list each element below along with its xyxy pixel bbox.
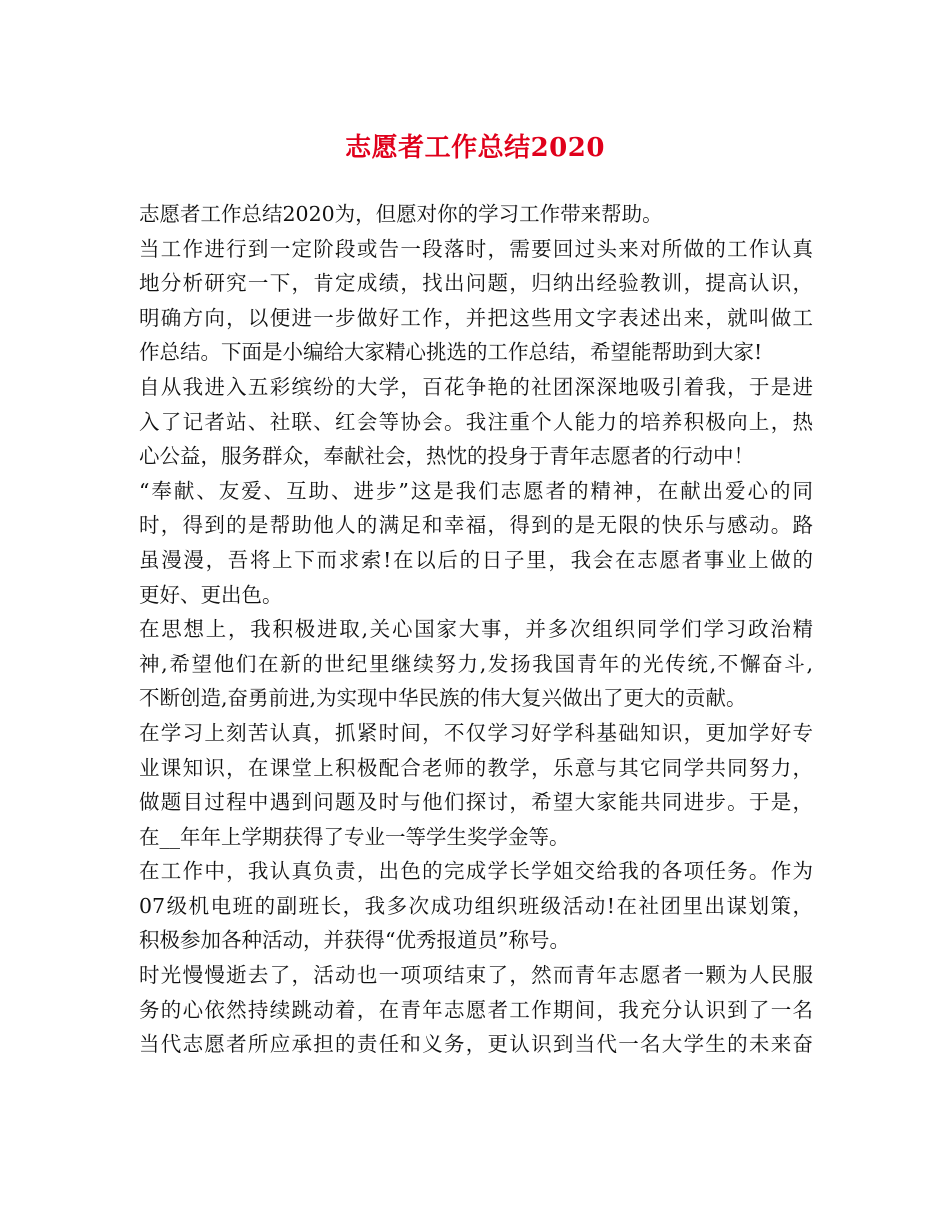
text-line: 在思想上，我积极进取,关心国家大事，并多次组织同学们学习政治精 — [139, 617, 813, 642]
text-line: 时，得到的是帮助他人的满足和幸福，得到的是无限的快乐与感动。路 — [139, 513, 813, 538]
text-line: 地分析研究一下，肯定成绩，找出问题，归纳出经验教训，提高认识， — [139, 271, 813, 296]
text-line: 做题目过程中遇到问题及时与他们探讨，希望大家能共同进步。于是， — [139, 790, 813, 815]
text-line: 自从我进入五彩缤纷的大学，百花争艳的社团深深地吸引着我，于是进 — [139, 374, 813, 399]
text-line: 业课知识，在课堂上积极配合老师的教学，乐意与其它同学共同努力， — [139, 755, 813, 780]
text-line: 在__年年上学期获得了专业一等学生奖学金等。 — [139, 824, 570, 849]
text-line: 当代志愿者所应承担的责任和义务，更认识到当代一名大学生的未来奋 — [139, 1032, 813, 1057]
text-line: 入了记者站、社联、红会等协会。我注重个人能力的培养积极向上，热 — [139, 409, 813, 434]
text-line: 志愿者工作总结2020为，但愿对你的学习工作带来帮助。 — [139, 202, 663, 226]
text-line: 在学习上刻苦认真，抓紧时间，不仅学习好学科基础知识，更加学好专 — [139, 720, 813, 745]
text-line: 时光慢慢逝去了，活动也一项项结束了，然而青年志愿者一颗为人民服 — [139, 963, 813, 988]
text-line: 在工作中，我认真负责，出色的完成学长学姐交给我的各项任务。作为 — [139, 859, 813, 884]
text-line: 07级机电班的副班长，我多次成功组织班级活动!在社团里出谋划策， — [139, 893, 813, 918]
text-line: 积极参加各种活动，并获得“优秀报道员”称号。 — [139, 928, 570, 953]
text-line: 虽漫漫，吾将上下而求索!在以后的日子里，我会在志愿者事业上做的 — [139, 547, 813, 572]
text-line: 明确方向，以便进一步做好工作，并把这些用文字表述出来，就叫做工 — [139, 305, 813, 330]
document-title: 志愿者工作总结2020 — [345, 133, 605, 163]
text-line: 当工作进行到一定阶段或告一段落时，需要回过头来对所做的工作认真 — [139, 236, 813, 261]
text-line: 神,希望他们在新的世纪里继续努力,发扬我国青年的光传统,不懈奋斗, — [139, 651, 813, 676]
text-line: 作总结。下面是小编给大家精心挑选的工作总结，希望能帮助到大家! — [139, 340, 763, 365]
text-line: 务的心依然持续跳动着，在青年志愿者工作期间，我充分认识到了一名 — [139, 997, 813, 1022]
document-body — [139, 197, 813, 1062]
text-line: “奉献、友爱、互助、进步”这是我们志愿者的精神，在献出爱心的同 — [139, 478, 813, 503]
text-line: 更好、更出色。 — [139, 582, 283, 607]
text-line: 心公益，服务群众，奉献社会，热忱的投身于青年志愿者的行动中！ — [139, 444, 754, 469]
text-line: 不断创造,奋勇前进,为实现中华民族的伟大复兴做出了更大的贡献。 — [139, 686, 747, 711]
